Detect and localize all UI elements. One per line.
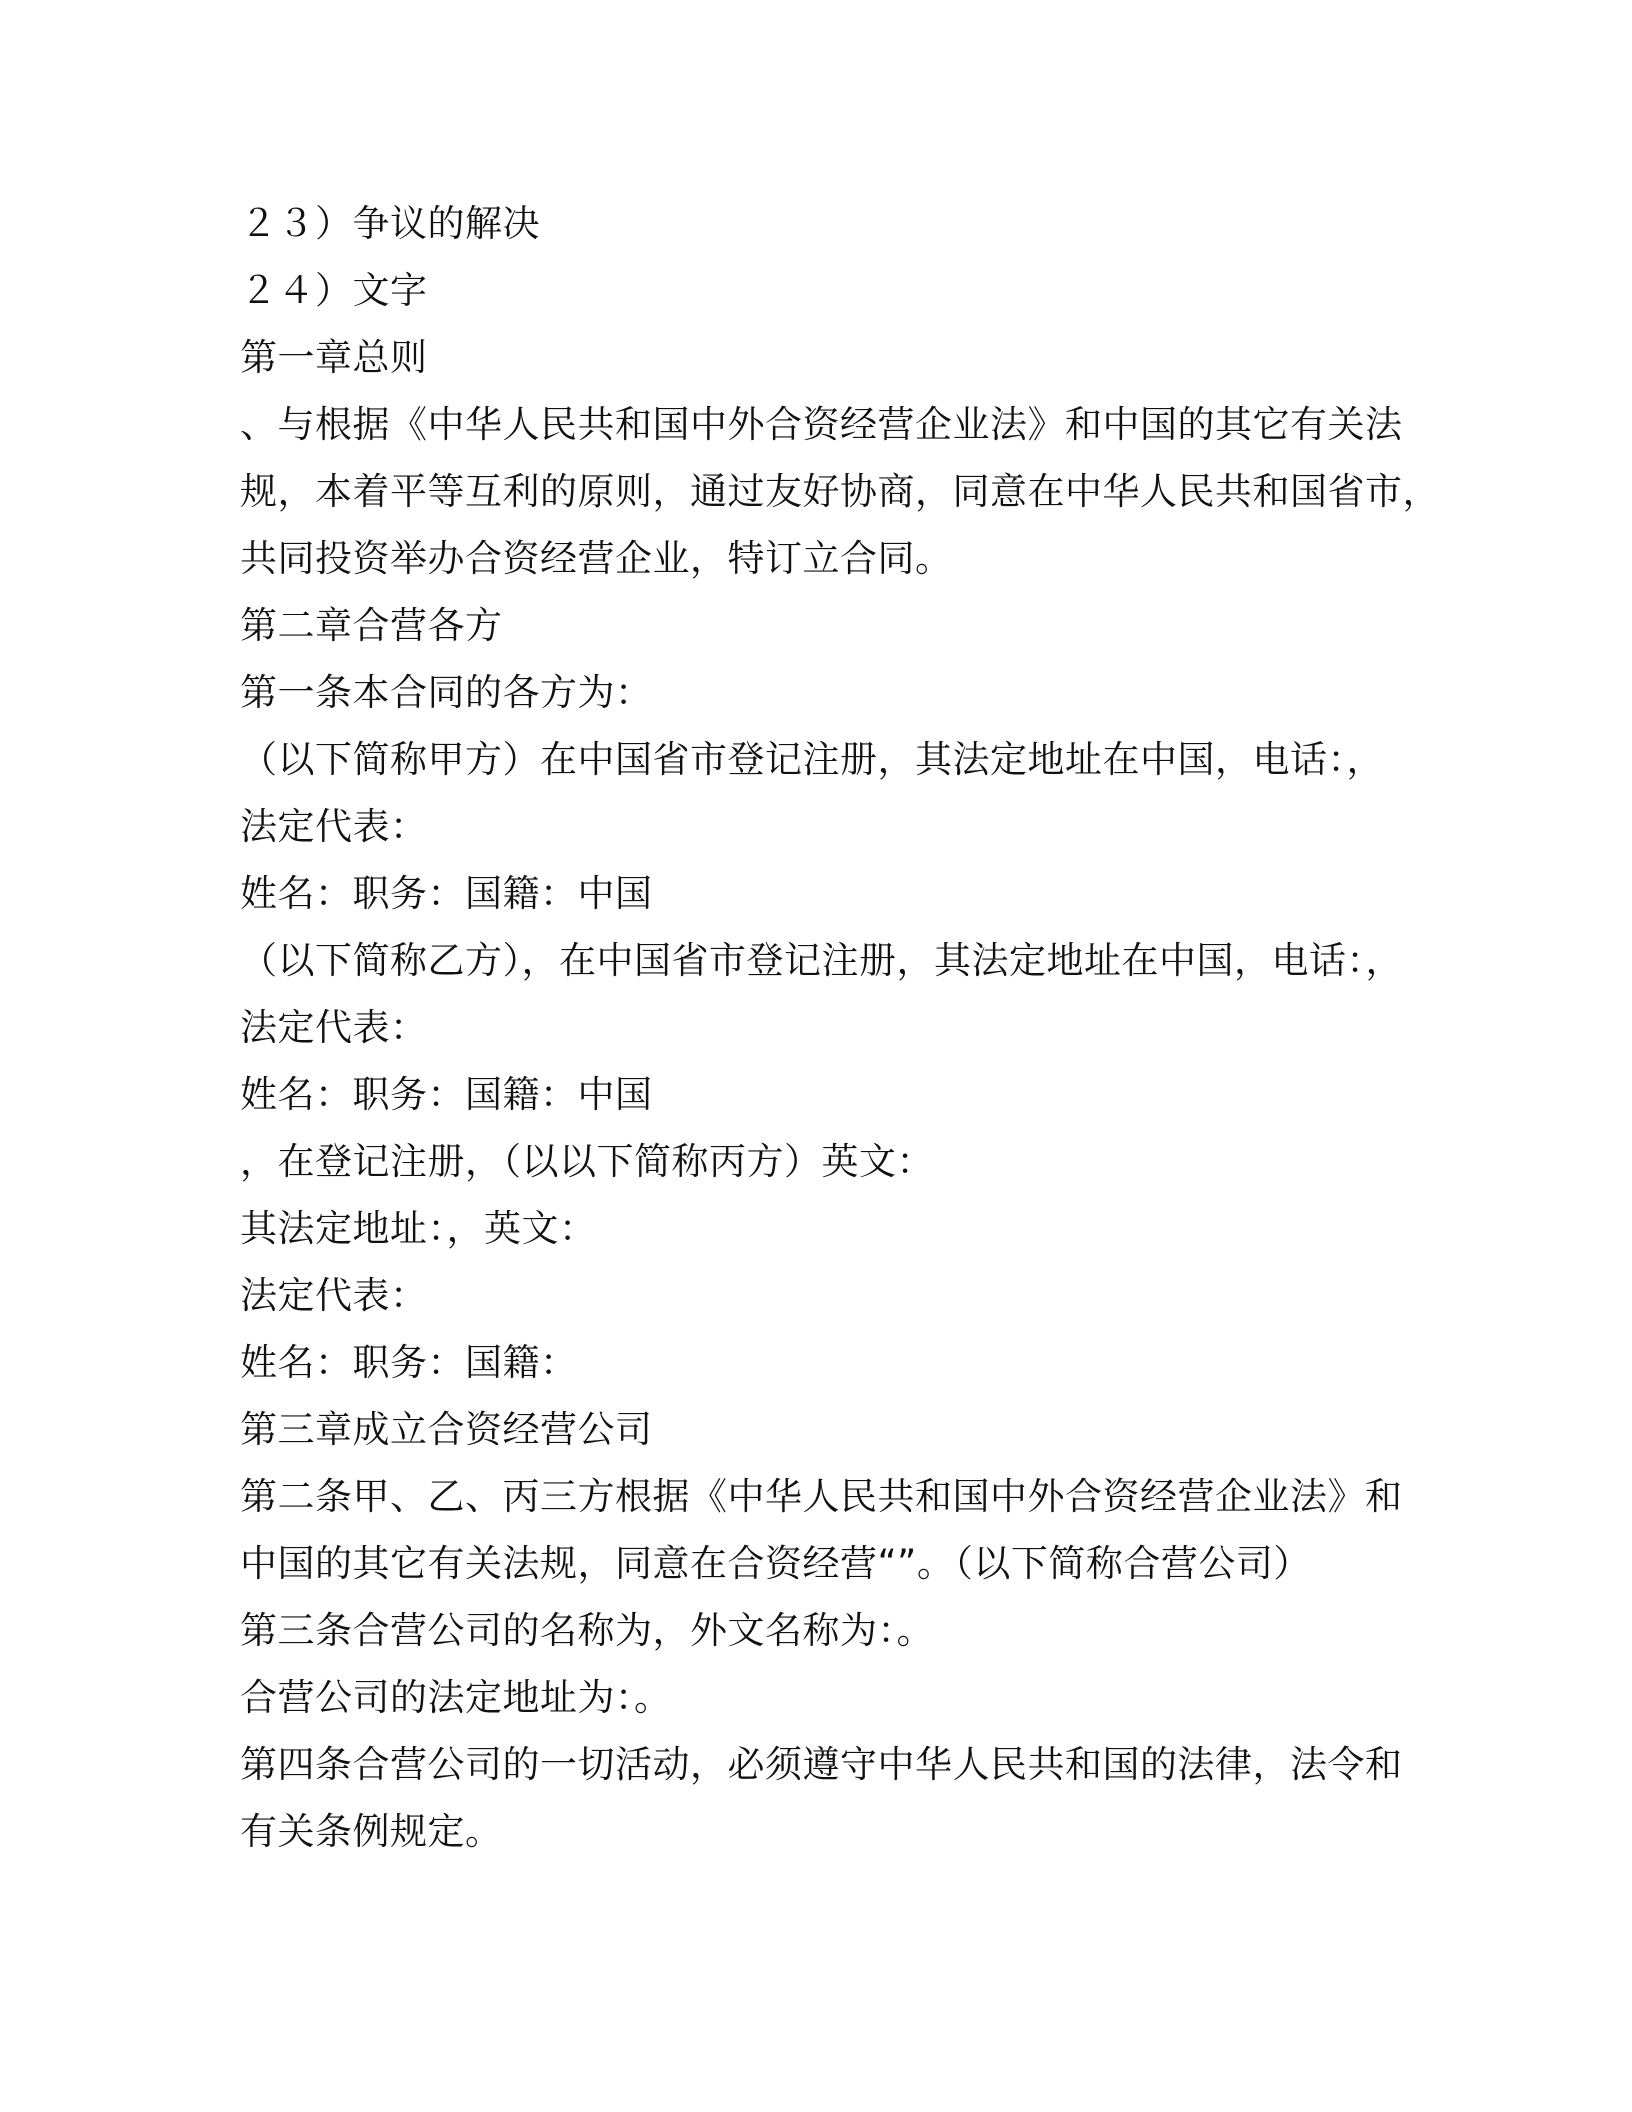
- party-c-line: ，在登记注册，（以以下简称丙方）英文：: [240, 1140, 934, 1183]
- article-3-line: 第三条合营公司的名称为，外文名称为：。: [240, 1609, 934, 1652]
- list-item-dispute-resolution: ２３）争议的解决: [240, 202, 540, 245]
- party-b-line: （以下简称乙方），在中国省市登记注册，其法定地址在中国，电话：，: [240, 939, 1403, 982]
- chapter-heading-establishment: 第三章成立合资经营公司: [240, 1408, 653, 1451]
- representative-details: 姓名：职务：国籍：中国: [240, 872, 653, 915]
- representative-details: 姓名：职务：国籍：中国: [240, 1073, 653, 1116]
- chapter-heading-general: 第一章总则: [240, 336, 428, 379]
- legal-representative-label: 法定代表：: [240, 805, 428, 848]
- representative-details: 姓名：职务：国籍：: [240, 1341, 578, 1384]
- company-address-line: 合营公司的法定地址为：。: [240, 1676, 672, 1719]
- legal-representative-label: 法定代表：: [240, 1006, 428, 1049]
- paragraph-line: 共同投资举办合资经营企业，特订立合同。: [240, 537, 953, 580]
- paragraph-line: 、与根据《中华人民共和国中外合资经营企业法》和中国的其它有关法: [240, 403, 1403, 446]
- legal-address-line: 其法定地址：，英文：: [240, 1207, 597, 1250]
- article-1-heading: 第一条本合同的各方为：: [240, 671, 653, 714]
- chapter-heading-parties: 第二章合营各方: [240, 604, 503, 647]
- paragraph-line: 第二条甲、乙、丙三方根据《中华人民共和国中外合资经营企业法》和: [240, 1475, 1403, 1518]
- paragraph-line: 有关条例规定。: [240, 1810, 503, 1853]
- document-body: [240, 190, 1440, 1865]
- paragraph-line: 第四条合营公司的一切活动，必须遵守中华人民共和国的法律，法令和: [240, 1743, 1403, 1786]
- paragraph-line: 规，本着平等互利的原则，通过友好协商，同意在中华人民共和国省市，: [240, 470, 1440, 513]
- legal-representative-label: 法定代表：: [240, 1274, 428, 1317]
- list-item-language: ２４）文字: [240, 269, 428, 312]
- party-a-line: （以下简称甲方）在中国省市登记注册，其法定地址在中国，电话：，: [240, 738, 1384, 781]
- paragraph-line: 中国的其它有关法规，同意在合资经营“”。（以下简称合营公司）: [240, 1542, 1311, 1585]
